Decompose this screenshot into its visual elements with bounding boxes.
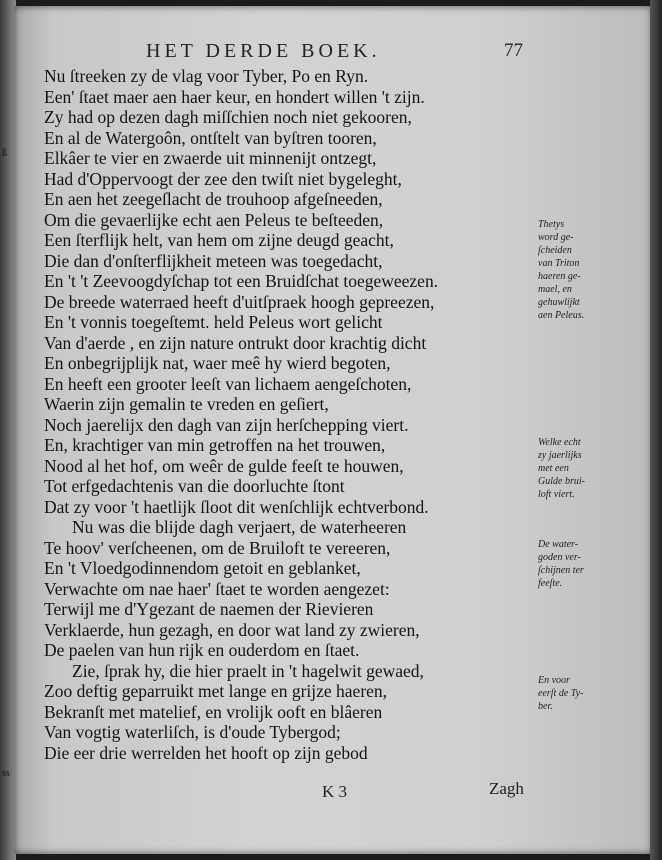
facing-page-mark: ss — [2, 768, 10, 779]
facing-page-mark: ß — [2, 148, 7, 159]
verse-line: Dat zy voor 't haetlijk ſloot dit wenſchlijk echtverbond. — [44, 496, 429, 517]
verse-line: En 't vonnis toegeſtemt. held Peleus wort gelicht — [44, 312, 383, 332]
verse-line: Nu ſtreeken zy de vlag voor Tyber, Po en Ryn. — [44, 66, 369, 86]
verse-line: Terwijl me d'Ygezant de naemen der Rievieren — [44, 599, 374, 619]
verse-line: En heeft een grooter leeſt van lichaem aengeſchoten, — [44, 373, 412, 394]
margin-note-line: ſcheiden — [538, 245, 572, 256]
book-edge-shadow — [650, 0, 662, 860]
verse-line: Van d'aerde , en zijn nature ontrukt door krachtig dicht — [44, 332, 427, 353]
catchword: Zagh — [489, 779, 524, 798]
margin-note-line: met een — [538, 463, 569, 474]
page-number: 77 — [504, 40, 523, 61]
verse-line: En 't 't Zeevoogdyſchap tot een Bruidſchat toegeweezen. — [44, 271, 439, 291]
verse-line: En aen het zeegeſlacht de trouhoop afgeſneeden, — [44, 189, 383, 209]
margin-note — [538, 218, 650, 322]
margin-note-line: eerſt de Ty- — [538, 688, 584, 699]
book-page — [14, 6, 652, 854]
verse-line: Een' ſtaet maer aen haer keur, en hondert willen 't zijn. — [44, 86, 425, 107]
margin-note-line: ber. — [538, 701, 553, 712]
verse-body — [44, 66, 438, 763]
margin-note — [538, 538, 650, 590]
verse-line: En 't Vloedgodinnendom getoit en geblanket, — [44, 558, 361, 578]
verse-line: Zoo deftig geparruikt met lange en grijze haeren, — [44, 681, 388, 701]
verse-line: Van vogtig waterliſch, is d'oude Tybergod; — [44, 722, 341, 742]
signature-mark: K 3 — [322, 782, 348, 801]
margin-note-line: haeren ge- — [538, 271, 581, 282]
margin-note — [538, 674, 650, 713]
margin-note-line: Gulde brui- — [538, 476, 585, 487]
margin-note-line: gehuwlijkt — [538, 297, 580, 308]
margin-note-line: loft viert. — [538, 489, 575, 500]
margin-note-line: ſchijnen ter — [538, 565, 584, 576]
margin-note-line: van Triton — [538, 258, 580, 269]
verse-line: Om die gevaerlijke echt aen Peleus te beſteeden, — [44, 209, 384, 230]
margin-note-line: De water- — [538, 539, 579, 550]
verse-line: Verwachte om nae haer' ſtaet te worden aengezet: — [44, 578, 390, 599]
margin-note-line: word ge- — [538, 232, 574, 243]
margin-note-line: zy jaerlijks — [538, 450, 582, 461]
verse-line: Zy had op dezen dagh miſſchien noch niet gekooren, — [44, 107, 412, 127]
margin-note — [538, 436, 650, 501]
verse-line: Waerin zijn gemalin te vreden en geſiert, — [44, 394, 329, 414]
margin-note-line: feeſte. — [538, 578, 563, 589]
verse-line: Had d'Oppervoogt der zee den twiſt niet bygeleght, — [44, 168, 402, 189]
verse-line: Verklaerde, hun gezagh, en door wat land zy zwieren, — [44, 619, 420, 640]
verse-line: De paelen van hun rijk en ouderdom en ſtaet. — [44, 640, 360, 660]
verse-line: Die dan d'onſterflijkheit meteen was toegedacht, — [44, 250, 383, 271]
verse-line: Een ſterflijk helt, van hem om zijne deugd geacht, — [44, 230, 394, 250]
verse-line: Tot erfgedachtenis van die doorluchte ſtont — [44, 476, 345, 496]
verse-line: Te hoov' verſcheenen, om de Bruiloft te vereeren, — [44, 537, 391, 558]
margin-note-line: En voor — [538, 675, 570, 686]
verse-line: Noch jaerelijx den dagh van zijn herſchepping viert. — [44, 414, 409, 435]
verse-line: En, krachtiger van min getroffen na het trouwen, — [44, 435, 386, 455]
verse-line: En al de Watergoôn, ontſtelt van byſtren tooren, — [44, 127, 377, 148]
verse-line: En onbegrijplijk nat, waer meê hy wierd begoten, — [44, 353, 391, 373]
margin-note-line: Thetys — [538, 219, 565, 230]
verse-line: Nu was die blijde dagh verjaert, de waterheeren — [72, 517, 407, 537]
verse-line: Die eer drie werrelden het hooft op zijn gebod — [44, 742, 368, 763]
verse-line: Zie, ſprak hy, die hier praelt in 't hagelwit gewaed, — [72, 660, 424, 681]
margin-note-line: Welke echt — [538, 437, 581, 448]
verse-line: Nood al het hof, om weêr de gulde feeſt te houwen, — [44, 455, 404, 476]
margin-note-line: aen Peleus. — [538, 310, 585, 321]
margin-note-line: goden ver- — [538, 552, 581, 563]
running-title: HET DERDE BOEK. — [146, 40, 381, 62]
verse-line: De breede waterraed heeft d'uitſpraek hoogh gepreezen, — [44, 291, 435, 312]
margin-note-line: mael, en — [538, 284, 572, 295]
verse-line: Bekranſt met matelief, en vrolijk ooft en blâeren — [44, 701, 383, 722]
verse-line: Elkâer te vier en zwaerde uit minnenijt ontzegt, — [44, 148, 377, 168]
